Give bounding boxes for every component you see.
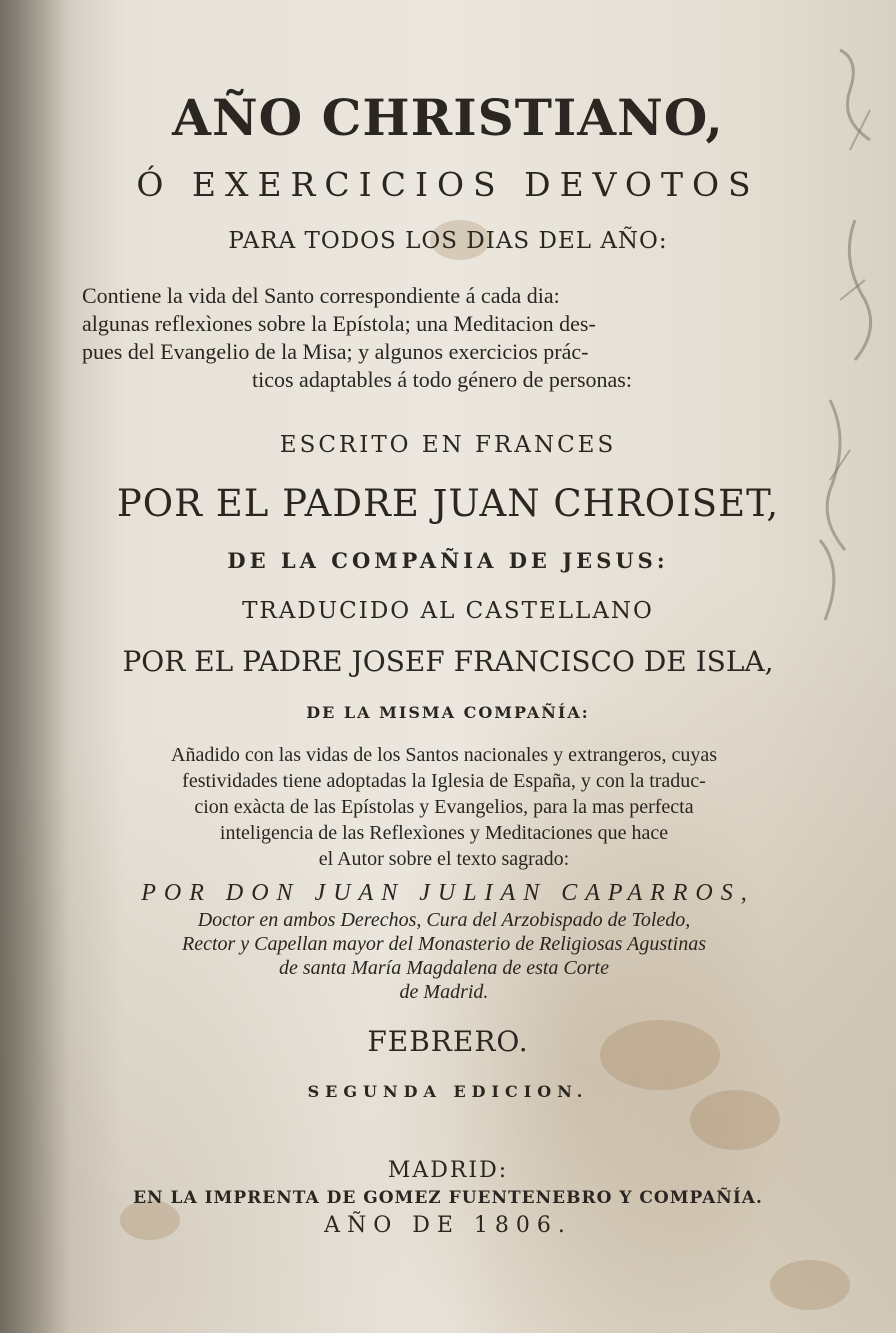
editor-line: POR DON JUAN JULIAN CAPARROS, [141,880,755,906]
book-subtitle: Ó EXERCICIOS DEVOTOS [136,165,760,204]
editor-detail-line: de santa María Magdalena de esta Corte [279,957,609,979]
contents-paragraph [82,282,802,394]
additions-line: el Autor sobre el texto sagrado: [318,848,570,870]
contents-line: Contiene la vida del Santo correspondiente á cada dia: [82,283,560,308]
contents-line: pues del Evangelio de la Misa; y algunos exercicios prác- [82,339,589,364]
written-in-line: ESCRITO EN FRANCES [279,432,617,458]
additions-line: festividades tiene adoptadas la Iglesia de España, y con la traduc- [182,770,706,792]
editor-detail-line: Doctor en ambos Derechos, Cura del Arzobispado de Toledo, [197,909,691,931]
place-line: MADRID: [387,1158,509,1183]
translator-company-line: DE LA MISMA COMPAÑÍA: [306,703,590,722]
year-line: AÑO DE 1806. [324,1213,572,1238]
contents-line: ticos adaptables á todo género de personas: [252,367,632,392]
additions-line: cion exàcta de las Epístolas y Evangelios, para la mas perfecta [194,796,694,818]
edition-line: SEGUNDA EDICION. [307,1082,589,1101]
translator-line: POR EL PADRE JOSEF FRANCISCO DE ISLA, [122,645,774,678]
author-company-line: DE LA COMPAÑIA DE JESUS: [227,548,669,573]
editor-detail-line: Rector y Capellan mayor del Monasterio de Religiosas Agustinas [181,933,706,955]
additions-line: Añadido con las vidas de los Santos nacionales y extrangeros, cuyas [171,744,717,766]
printer-line: EN LA IMPRENTA DE GOMEZ FUENTENEBRO Y COMPAÑÍA. [133,1188,763,1208]
book-title: AÑO CHRISTIANO, [172,88,724,147]
translated-line: TRADUCIDO AL CASTELLANO [242,598,654,624]
editor-detail-line: de Madrid. [399,981,489,1003]
author-line: POR EL PADRE JUAN CHROISET, [116,482,780,525]
additions-paragraph [88,742,800,872]
month-line: FEBRERO. [367,1025,529,1058]
book-subtitle-2: PARA TODOS LOS DIAS DEL AÑO: [228,228,668,254]
editor-details [88,908,800,1004]
contents-line: algunas reflexìones sobre la Epístola; una Meditacion des- [82,311,596,336]
foxing-stain [770,1260,850,1310]
additions-line: inteligencia de las Reflexìones y Meditaciones que hace [219,822,669,844]
